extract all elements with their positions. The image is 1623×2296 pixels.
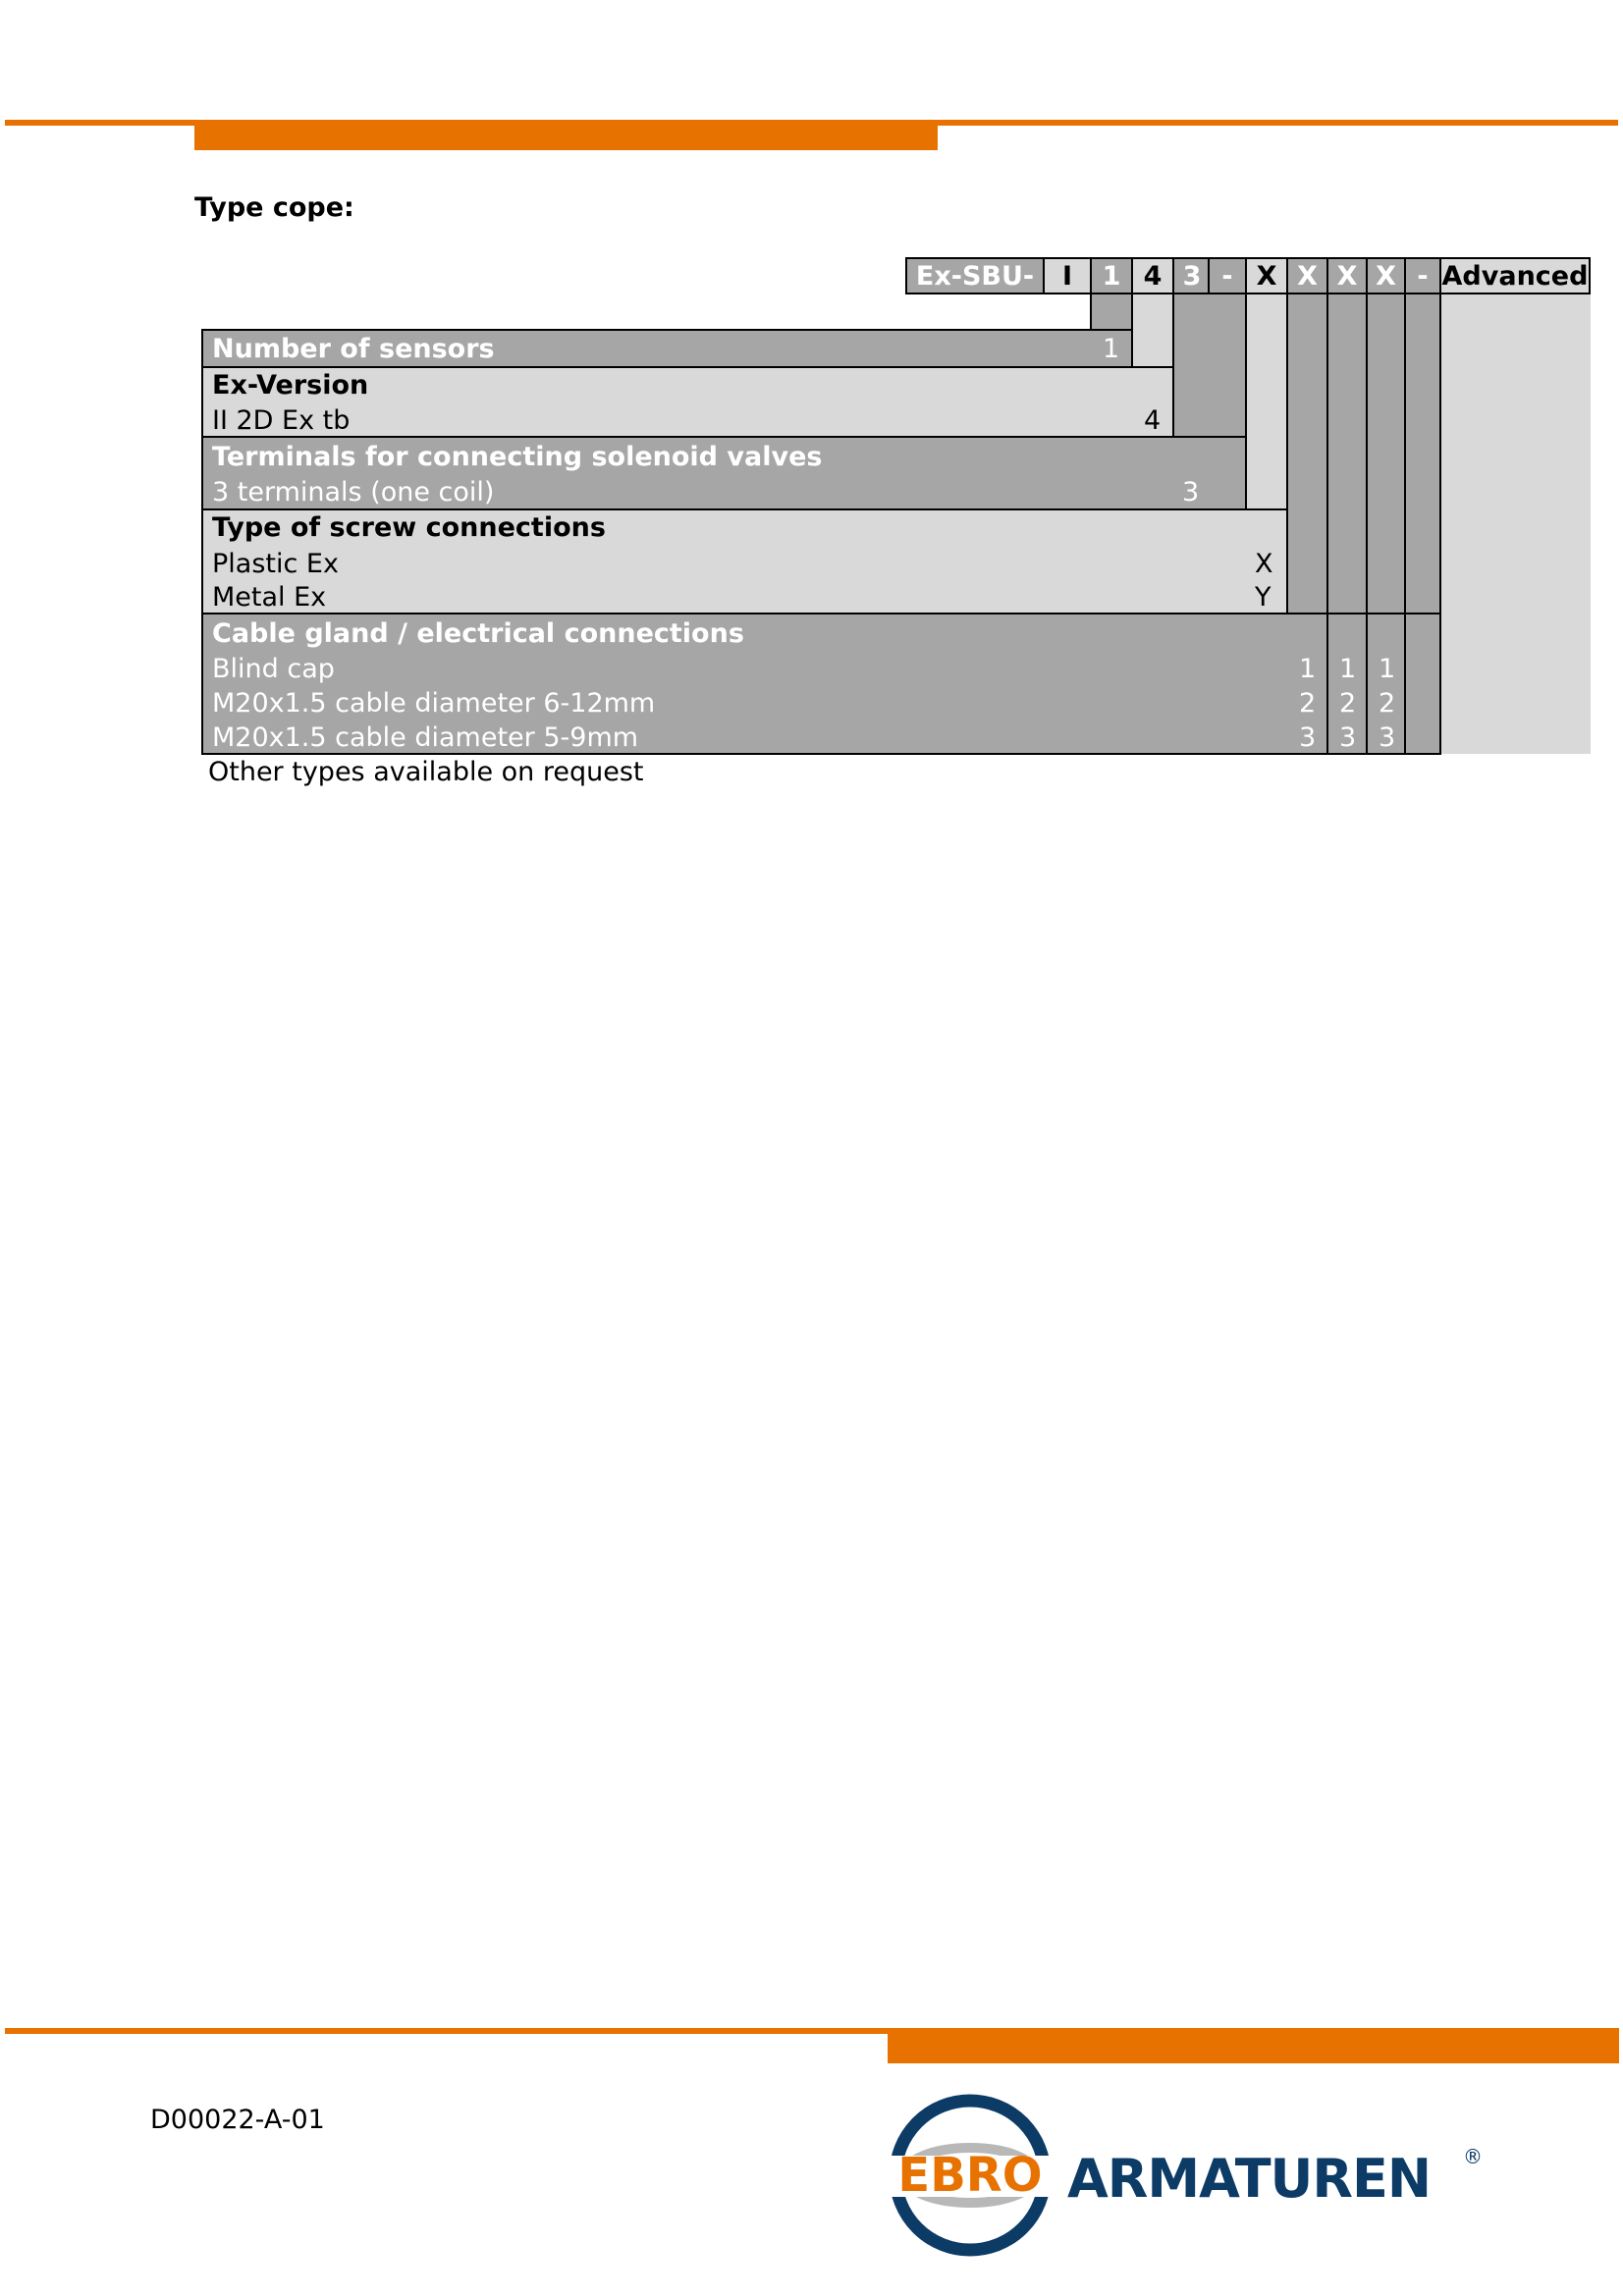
cable-row-value: 1 [1339,654,1357,684]
code-segment: X [1245,257,1288,294]
cable-row-value: 3 [1299,722,1317,753]
ebro-logo-mark [882,2087,1058,2264]
cable-row-label: Blind cap [212,654,335,684]
cable-row-value: 1 [1379,654,1396,684]
cable-row-value: 2 [1339,688,1357,719]
screw-row-label: Plastic Ex [212,549,339,579]
code-segment: - [1208,257,1247,294]
code-segment: X [1286,257,1328,294]
ex-version-value: 4 [1144,405,1162,436]
cable-row-value: 3 [1339,722,1357,753]
sensors-title: Number of sensors [212,334,495,364]
terminals-title: Terminals for connecting solenoid valves [212,442,823,472]
code-segment: 4 [1131,257,1174,294]
code-segment: X [1326,257,1368,294]
registered-mark: ® [1463,2145,1483,2168]
screw-row-label: Metal Ex [212,582,327,613]
logo-word: EBRO [897,2148,1043,2203]
code-segment: 1 [1090,257,1133,294]
ex-version-title: Ex-Version [212,370,369,400]
cable-title: Cable gland / electrical connections [212,618,744,649]
screw-row-value: Y [1255,582,1271,613]
brand-name: ARMATUREN [1067,2148,1432,2210]
screw-title: Type of screw connections [212,512,606,543]
ex-version-row: II 2D Ex tb [212,405,351,436]
code-segment: - [1404,257,1441,294]
section-heading: Type cope: [194,192,354,223]
request-note: Other types available on request [208,757,644,787]
code-suffix: Advanced [1439,257,1591,294]
sensors-value: 1 [1103,334,1120,364]
cable-row-value: 3 [1379,722,1396,753]
terminals-row: 3 terminals (one coil) [212,477,495,507]
cable-row-value: 2 [1299,688,1317,719]
cable-row-label: M20x1.5 cable diameter 6-12mm [212,688,656,719]
cable-row-value: 1 [1299,654,1317,684]
code-segment: 3 [1172,257,1210,294]
cable-row-label: M20x1.5 cable diameter 5-9mm [212,722,639,753]
code-prefix: Ex-SBU- [905,257,1045,294]
document-code: D00022-A-01 [150,2105,325,2135]
terminals-value: 3 [1182,477,1200,507]
ebro-logo [882,2087,1058,2264]
code-segment: X [1366,257,1406,294]
header-accent-bar [194,120,938,150]
screw-row-value: X [1255,549,1273,579]
code-segment: I [1043,257,1092,294]
cable-row-value: 2 [1379,688,1396,719]
footer-accent-bar [888,2028,1619,2063]
